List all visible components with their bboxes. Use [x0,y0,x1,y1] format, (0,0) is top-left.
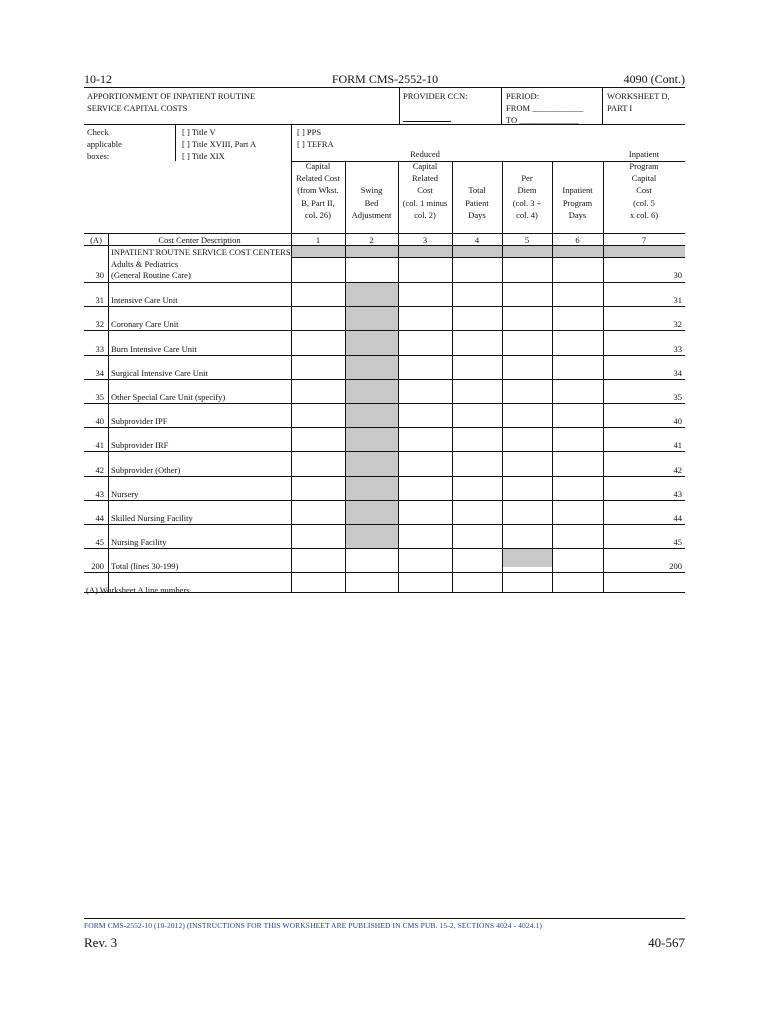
column-4-number: 4 [474,235,480,245]
column-header-line: (col. 3 ÷ [512,197,542,208]
row-number-right: 44 [673,513,682,523]
row-number: 43 [95,488,104,499]
header-shade [291,245,685,257]
cell-line-40-col-4[interactable] [453,404,501,426]
cell-line-43-col-3[interactable] [399,477,451,499]
cell-line-35-col-5[interactable] [503,380,551,402]
row-number: 34 [95,367,104,378]
row-label: Subprovider (Other) [111,464,181,475]
row-number-right: 35 [673,392,682,402]
cell-line-42-col-2[interactable] [346,452,397,474]
period-block [506,90,583,126]
cell-line-30-col-5[interactable] [503,258,551,281]
cell-line-42-col-1[interactable] [292,452,344,474]
column-header-line: Cost [636,185,652,196]
row-number-right: 45 [673,537,682,548]
row-label: Intensive Care Unit [111,295,178,306]
cell-line-45-col-1[interactable] [292,525,344,547]
row-number: 45 [95,537,104,548]
row-label: Coronary Care Unit [111,319,179,330]
footer-form-note: FORM CMS-2552-10 (10-2012) (INSTRUCTIONS FOR THIS WORKSHEET ARE PUBLISHED IN CMS PUB. 15-2, SECTIONS 4024 - 4024.1) [84,921,542,930]
cell-line-200-col-3[interactable] [399,549,451,571]
worksheet-title [87,90,255,114]
cell-line-43-col-6[interactable] [553,477,602,499]
cell-line-30-col-4[interactable] [453,258,501,281]
column-header-line: (from Wkst. [297,185,339,196]
cell-line-34-col-4[interactable] [453,356,501,378]
cell-line-32-col-1[interactable] [292,307,344,329]
cell-line-44-col-1[interactable] [292,501,344,523]
row-number: 32 [95,319,104,330]
cell-line-34-col-2[interactable] [346,356,397,378]
cell-line-35-col-3[interactable] [399,380,451,402]
row-number: 42 [95,464,104,475]
provider-ccn-field[interactable] [403,121,451,122]
row-label: Other Special Care Unit (specify) [111,392,226,402]
row-label: Surgical Intensive Care Unit [111,367,208,378]
cell-line-45-col-6[interactable] [553,525,602,547]
row-number: 41 [95,440,104,451]
cell-line-30-col-3[interactable] [399,258,451,281]
cell-line-30-col-6[interactable] [553,258,602,281]
cell-line-44-col-6[interactable] [553,501,602,523]
column-header-line: Diem [517,185,537,196]
column-6-number: 6 [575,235,580,245]
cell-line-31-col-1[interactable] [292,283,344,305]
title-line-1: APPORTIONMENT OF INPATIENT ROUTINE [87,91,256,101]
cell-line-43-col-1[interactable] [292,477,344,499]
title-v-checkbox[interactable]: [ ] Title V [182,127,216,137]
period-label: PERIOD: [506,91,540,101]
cell-line-32-col-3[interactable] [399,307,451,329]
cell-line-35-col-7[interactable] [604,380,684,402]
row-number-right: 200 [669,561,682,572]
column-2-number: 2 [369,235,374,245]
cell-line-43-col-2[interactable] [346,477,397,499]
column-1-header [291,160,345,221]
column-6-header [552,184,603,221]
column-header-line: col. 2) [414,209,436,220]
period-to-field[interactable]: TO ______________ [506,115,579,125]
cell-line-41-col-2[interactable] [346,428,397,450]
cell-line-41-col-1[interactable] [292,428,344,450]
cell-line-40-col-1[interactable] [292,404,344,426]
cell-line-33-col-1[interactable] [292,331,344,353]
column-5-number: 5 [524,235,530,245]
column-header-line: Patient [465,197,489,208]
cell-line-43-col-7[interactable] [604,477,684,499]
column-header-line: Days [468,209,486,220]
cell-line-32-col-7[interactable] [604,307,684,329]
column-header-line: Reduced [410,148,440,159]
cell-line-31-col-4[interactable] [453,283,501,305]
provider-ccn-label: PROVIDER CCN: [403,91,468,101]
cell-line-32-col-4[interactable] [453,307,501,329]
cell-line-32-col-2[interactable] [346,307,397,329]
row-number-right: 33 [673,343,682,354]
column-header-line: Swing [360,185,383,196]
pps-checkbox[interactable]: [ ] PPS [297,127,322,137]
title-line-2: SERVICE CAPITAL COSTS [87,103,188,113]
col-a-label: (A) [90,235,102,245]
column-7-header [603,148,685,221]
cell-line-34-col-5[interactable] [503,356,551,378]
row-number-right: 32 [673,319,682,330]
cell-line-45-col-3[interactable] [399,525,451,547]
cell-line-45-col-5[interactable] [503,525,551,547]
column-header-line: Days [568,209,587,220]
row-label: (General Routine Care) [111,270,191,280]
row-number-right: 34 [673,367,682,378]
column-header-line: col. 26) [305,209,331,220]
revision: Rev. 3 [84,935,118,950]
row-number: 33 [95,343,104,354]
row-number-right: 43 [673,488,682,499]
column-5-header [502,172,552,221]
header-rule [84,87,685,88]
cell-line-200-col-5[interactable] [503,549,551,571]
cell-line-44-col-2[interactable] [346,501,397,523]
row-number-right: 41 [673,440,682,451]
cell-line-41-col-6[interactable] [553,428,602,450]
column-header-line: Program [629,161,659,171]
cell-line-40-col-6[interactable] [553,404,602,426]
cell-line-35-col-2[interactable] [346,380,397,402]
column-header-line: col. 4) [516,209,538,220]
cell-line-40-col-3[interactable] [399,404,451,426]
row-number: 30 [95,270,104,280]
cell-line-40-col-5[interactable] [503,404,551,426]
cell-line-33-col-3[interactable] [399,331,451,353]
cell-line-42-col-5[interactable] [503,452,551,474]
cell-line-31-col-2[interactable] [346,283,397,305]
title-xviii-checkbox[interactable]: [ ] Title XVIII, Part A [182,139,257,149]
footnote: (A) Worksheet A line numbers [86,585,190,595]
cell-line-33-col-7[interactable] [604,331,684,353]
period-from-field[interactable]: FROM ____________ [506,103,584,113]
program-title-checkboxes [182,126,256,162]
cell-line-32-col-5[interactable] [503,307,551,329]
cell-line-41-col-5[interactable] [503,428,551,450]
cell-line-43-col-5[interactable] [503,477,551,499]
column-header-line: Inpatient [628,148,660,159]
row-label: Burn Intensive Care Unit [111,343,197,354]
column-header-line: Related [412,173,438,184]
cell-line-40-col-2[interactable] [346,404,397,426]
column-header-line: x col. 6) [629,209,659,220]
row-label: Total (lines 30-199) [111,561,179,572]
cell-line-40-col-7[interactable] [604,404,684,426]
column-header-line: Total [468,185,486,196]
cell-line-31-col-5[interactable] [503,283,551,305]
column-header-line: Program [562,197,593,208]
row-label: Subprovider IPF [111,416,168,427]
cell-line-200-col-7[interactable] [604,549,684,571]
cell-line-45-col-7[interactable] [604,525,684,547]
cell-line-33-col-2[interactable] [346,331,397,353]
title-xix-checkbox[interactable]: [ ] Title XIX [182,151,225,161]
row-number: 200 [91,561,104,572]
cell-line-41-col-4[interactable] [453,428,501,450]
cell-line-35-col-6[interactable] [553,380,602,402]
cell-line-44-col-4[interactable] [453,501,501,523]
row-number: 40 [95,416,104,427]
column-header-line: Inpatient [562,185,593,196]
cell-line-44-col-3[interactable] [399,501,451,523]
column-header-line: Per [521,173,533,184]
cell-line-33-col-6[interactable] [553,331,602,353]
cell-line-31-col-3[interactable] [399,283,451,305]
row-number: 44 [95,513,104,523]
cell-line-43-col-4[interactable] [453,477,501,499]
cell-line-34-col-6[interactable] [553,356,602,378]
cell-line-41-col-3[interactable] [399,428,451,450]
cell-line-200-col-2[interactable] [346,549,397,571]
column-header-line: Capital [412,161,438,171]
worksheet-id-line-2: PART I [607,103,633,113]
column-7-number: 7 [641,235,647,245]
column-1-number: 1 [315,235,321,245]
worksheet-id-line-1: WORKSHEET D, [607,91,670,101]
column-2-header [345,184,398,221]
column-4-header [452,184,502,221]
column-header-line: Capital [305,161,331,171]
cell-line-31-col-7[interactable] [604,283,684,305]
row-number-right: 31 [673,295,682,306]
row-number: 35 [95,392,104,402]
cost-center-header: Cost Center Description [158,235,241,245]
column-header-line: Cost [417,185,433,196]
column-3-number: 3 [422,235,428,245]
cell-line-42-col-7[interactable] [604,452,684,474]
cell-line-34-col-7[interactable] [604,356,684,378]
column-header-line: Bed [364,197,379,208]
page-header-left: 10-12 [84,72,112,86]
row-number: 31 [95,295,104,306]
page-header-right: 4090 (Cont.) [623,72,685,86]
column-header-line: Adjustment [351,209,392,220]
row-label: Skilled Nursing Facility [111,513,193,523]
worksheet-id [607,90,670,114]
section-header: INPATIENT ROUTNE SERVICE COST CENTERS [111,247,291,257]
payment-method-checkboxes [297,126,334,150]
cell-line-33-col-4[interactable] [453,331,501,353]
cell-line-45-col-2[interactable] [346,525,397,547]
column-3-header [398,148,452,221]
cell-line-45-col-4[interactable] [453,525,501,547]
cell-line-30-col-1[interactable] [292,258,344,281]
adults-pediatrics-subheader: Adults & Pediatrics [111,259,179,269]
tefra-checkbox[interactable]: [ ] TEFRA [297,139,334,149]
cell-line-41-col-7[interactable] [604,428,684,450]
row-label: Nursing Facility [111,537,167,548]
cell-line-200-col-1[interactable] [292,549,344,571]
cell-line-44-col-5[interactable] [503,501,551,523]
cell-line-31-col-6[interactable] [553,283,602,305]
column-header-line: B, Part II, [301,197,335,208]
page-header-form: FORM CMS-2552-10 [331,72,439,86]
cell-line-32-col-6[interactable] [553,307,602,329]
cell-line-33-col-5[interactable] [503,331,551,353]
cell-line-30-col-7[interactable] [604,258,684,281]
column-header-line: Related Cost [296,173,340,184]
row-number-right: 40 [673,416,682,427]
cell-line-34-col-3[interactable] [399,356,451,378]
row-number-right: 30 [673,270,682,280]
cell-line-42-col-6[interactable] [553,452,602,474]
column-header-line: (col. 5 [633,197,655,208]
cell-line-44-col-7[interactable] [604,501,684,523]
cell-line-42-col-3[interactable] [399,452,451,474]
row-label: Nursery [111,488,139,499]
row-label: Subprovider IRF [111,440,169,451]
page-number: 40-567 [648,935,685,950]
check-applicable-label: Check applicable boxes: [87,127,122,161]
column-header-line: Capital [631,173,657,184]
row-number-right: 42 [673,464,682,475]
cell-line-34-col-1[interactable] [292,356,344,378]
cell-line-200-col-4[interactable] [453,549,501,571]
cell-line-42-col-4[interactable] [453,452,501,474]
cell-line-35-col-4[interactable] [453,380,501,402]
cell-line-200-col-6[interactable] [553,549,602,571]
cell-line-35-col-1[interactable] [292,380,344,402]
column-header-line: (col. 1 minus [402,197,448,208]
cell-line-30-col-2[interactable] [346,258,397,281]
